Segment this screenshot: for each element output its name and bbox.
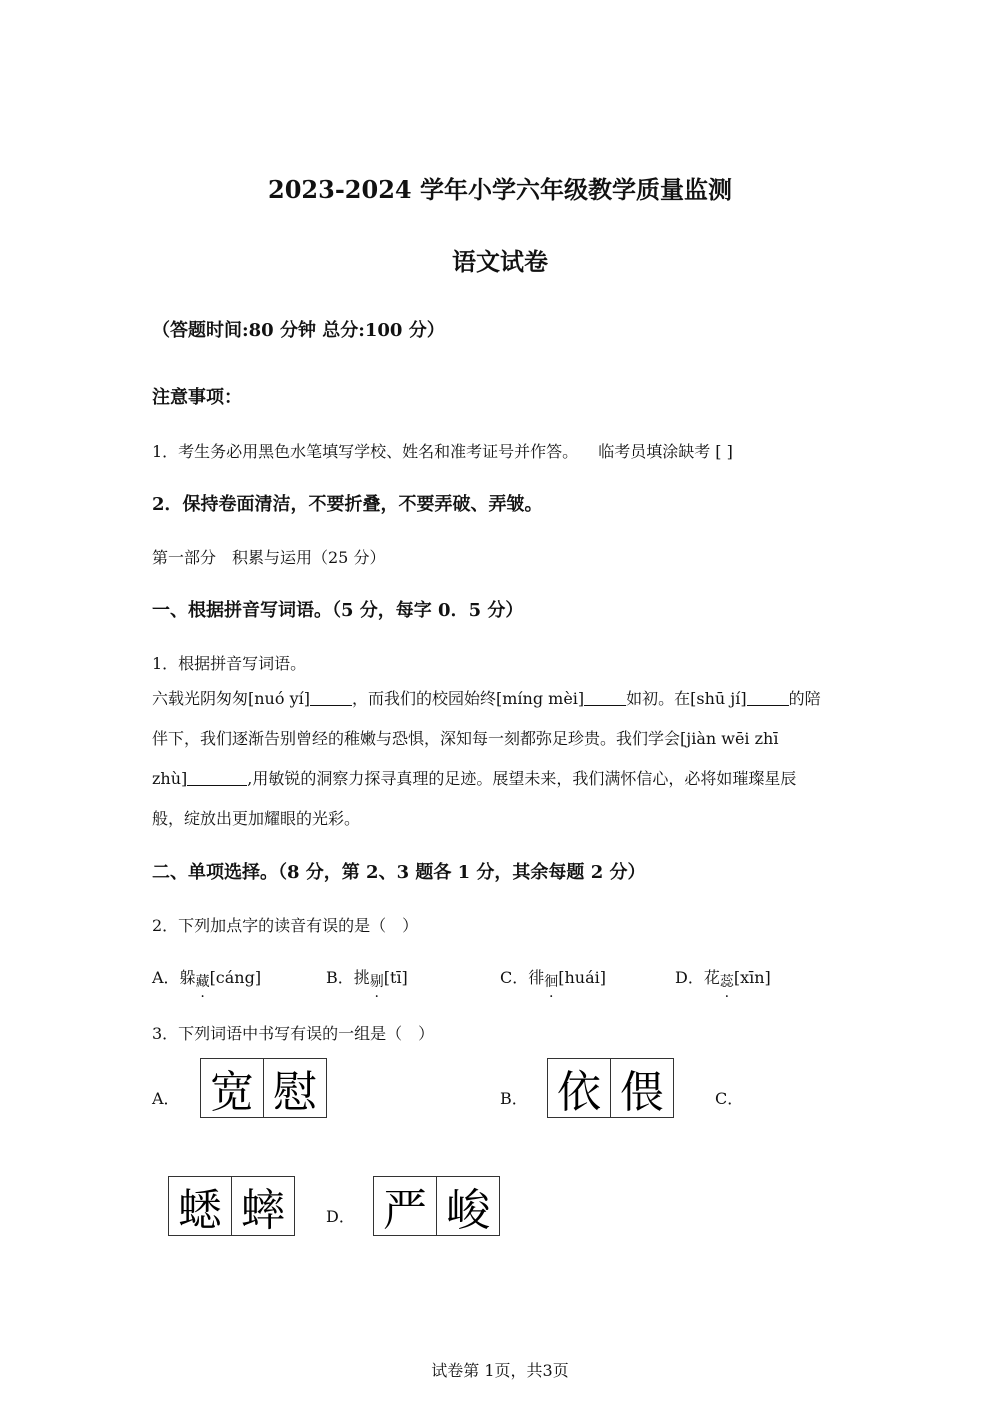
dotted-char: 蕊 <box>719 974 734 990</box>
q3-option-a-box <box>200 1058 327 1118</box>
notes-heading: 注意事项： <box>152 387 242 408</box>
exam-title: 2023-2024 学年小学六年级教学质量监测 <box>268 175 732 204</box>
q2-option-d[interactable]: D．花蕊[xīn] <box>675 968 771 990</box>
char-cell: 峻 <box>436 1177 499 1235</box>
passage-line-3: zhù] ,用敏锐的洞察力探寻真理的足迹。展望未来，我们满怀信心，必将如璀璨星辰 <box>152 769 797 788</box>
part1-label: 第一部分 积累与运用（25 分） <box>152 548 386 567</box>
answer-blank-2[interactable] <box>584 689 626 706</box>
char-cell: 依 <box>557 1067 601 1118</box>
char-cell: 宽 <box>210 1067 254 1118</box>
section1-heading: 一、根据拼音写词语。（5 分，每字 0．5 分） <box>152 600 524 621</box>
q2-option-c[interactable]: C．徘徊[huái] <box>500 968 606 990</box>
q3-stem: 3．下列词语中书写有误的一组是（ ） <box>152 1024 435 1043</box>
page-number: 试卷第 1页，共3页 <box>431 1361 569 1380</box>
char-cell: 严 <box>383 1185 427 1236</box>
dotted-char: 徊 <box>544 974 559 990</box>
notes-item-1-text: 1．考生务必用黑色水笔填写学校、姓名和准考证号并作答。 <box>152 442 579 461</box>
q3-option-c-box <box>168 1176 295 1236</box>
char-cell: 蟀 <box>231 1177 294 1235</box>
q2-stem: 2．下列加点字的读音有误的是（ ） <box>152 916 419 935</box>
q2-option-b[interactable]: B．挑剔[tī] <box>326 968 408 990</box>
passage-line-1: 六载光阴匆匆[nuó yí] ，而我们的校园始终[míng mèi] 如初。在[shū jí] 的陪 <box>152 689 821 708</box>
q3-option-c-label[interactable]: C． <box>715 1089 744 1108</box>
passage-line-4: 般，绽放出更加耀眼的光彩。 <box>152 809 361 828</box>
char-cell: 偎 <box>610 1059 673 1117</box>
dotted-char: 藏 <box>195 974 210 990</box>
notes-item-2: 2．保持卷面清洁，不要折叠，不要弄破、弄皱。 <box>152 494 543 515</box>
exam-subtitle: 语文试卷 <box>452 247 548 276</box>
dotted-char: 剔 <box>369 974 384 990</box>
q1-passage <box>152 679 852 839</box>
section2-heading: 二、单项选择。（8 分，第 2、3 题各 1 分，其余每题 2 分） <box>152 862 646 883</box>
answer-blank-1[interactable] <box>310 689 352 706</box>
q3-option-b-box <box>547 1058 674 1118</box>
q3-option-a-label[interactable]: A． <box>152 1089 180 1108</box>
answer-blank-4[interactable] <box>187 769 247 786</box>
q3-option-b-label[interactable]: B． <box>500 1089 528 1108</box>
char-cell: 慰 <box>263 1059 326 1117</box>
q1-label: 1．根据拼音写词语。 <box>152 654 307 673</box>
time-info: （答题时间:80 分钟 总分:100 分） <box>152 320 445 341</box>
notes-item-1 <box>152 439 733 462</box>
absence-mark-label[interactable]: 临考员填涂缺考 [ ] <box>598 442 733 461</box>
q2-option-a[interactable]: A．躲藏[cáng] <box>152 968 262 990</box>
answer-blank-3[interactable] <box>747 689 789 706</box>
passage-line-2: 伴下，我们逐渐告别曾经的稚嫩与恐惧，深知每一刻都弥足珍贵。我们学会[jiàn wēi zhī <box>152 729 779 748</box>
q3-option-d-box <box>373 1176 500 1236</box>
q3-option-d-label[interactable]: D． <box>326 1207 355 1226</box>
char-cell: 蟋 <box>178 1185 222 1236</box>
